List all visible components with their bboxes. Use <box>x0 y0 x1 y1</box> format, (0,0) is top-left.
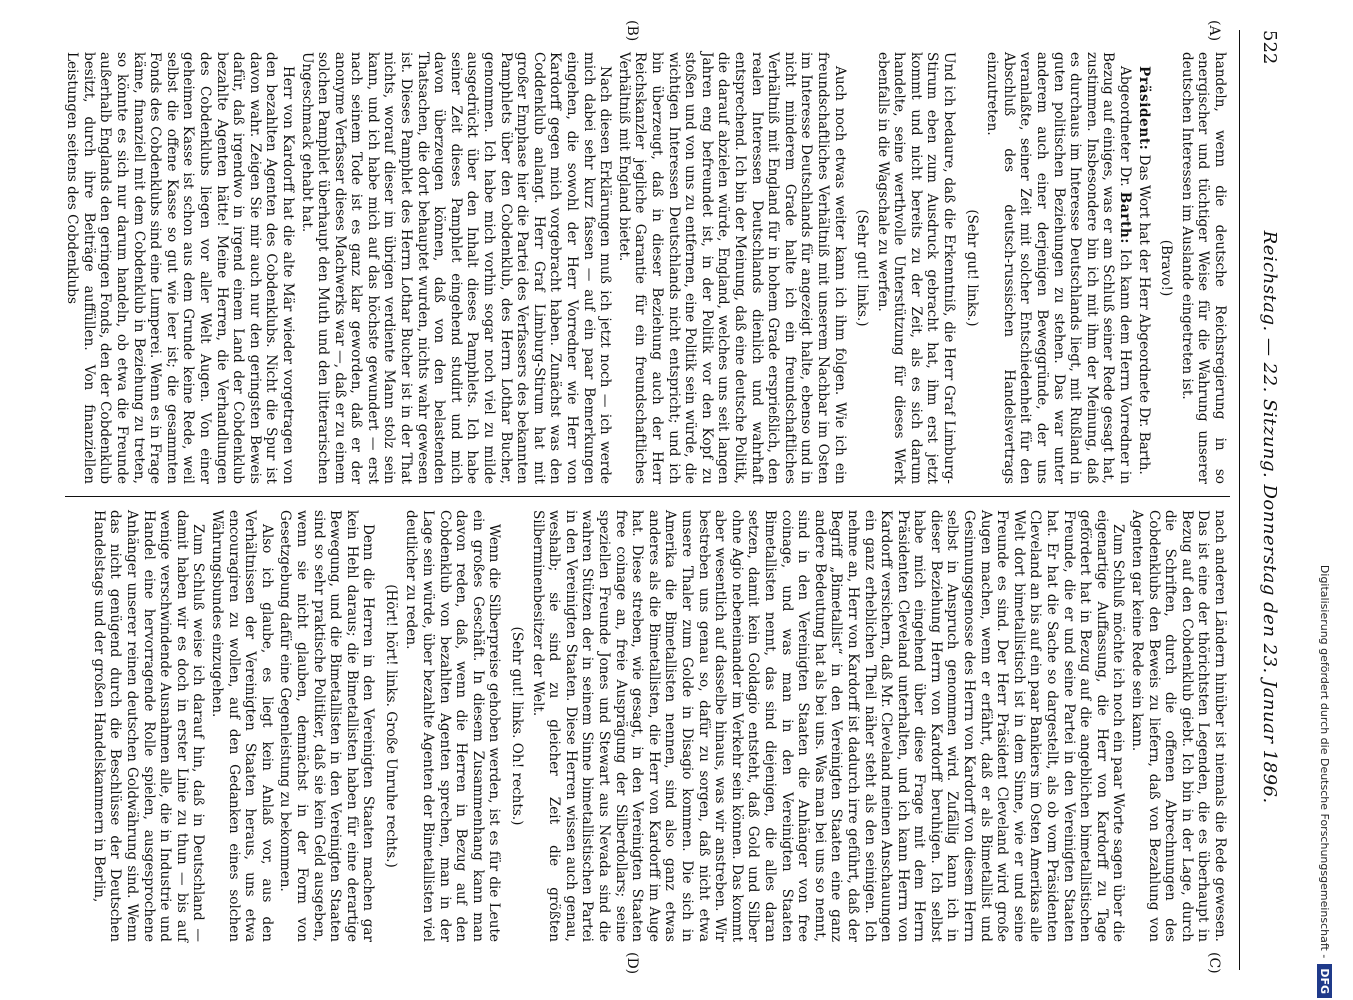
body-paragraph: Herr von Kardorff hat die alte Mär wieder vorgetragen von den bezahlten Agenten des Cobdenklubs. Nicht die Spur ist davon wahr. Zeigen Sie mir auch nur den geringsten Beweis dafür, daß irgendwo in irgend einem Land der Cobdenklub bezahlte Agenten hätte! Meine Herren, die Verhandlungen des Cobdenklubs liegen vor aller Welt Augen. Von einer geheimen Kasse ist schon aus dem Grunde keine Rede, weil selbst die offene Kasse so gut wie leer ist; die gesammten Fonds des Cobdenklubs sind eine Lumperei. Wenn es in Frage käme, finanziell mit dem Cobdenklub in Beziehung zu treten, so könnte es sich nur darum handeln, ob etwa die Freunde außerhalb Englands den geringen Fonds, den der Cobdenklub besitzt, durch ihre Beiträge auffüllen. Von finanziellen Leistungen seitens des Cobdenklubs <box>64 52 296 484</box>
margin-mark-c: (C) <box>1206 952 1222 974</box>
running-head <box>1244 30 1280 970</box>
left-column <box>64 52 1228 485</box>
speech-paragraph <box>984 52 1133 484</box>
digitization-text: Digitalisierung gefördert durch die Deutsche Forschungsgemeinschaft - <box>1318 564 1332 959</box>
interjection: (Bravo!) <box>1158 239 1175 297</box>
margin-mark-d: (D) <box>624 952 640 975</box>
speech-text: Ich kann dem Herrn Vorredner in Bezug auf einiges, was er am Schluß seiner Rede gesagt hat, zustimmen. Insbesondere bin ich mit ihm der Meinung, daß es durchaus im Interesse Deutschlands liegt, mit Rußland in guten politischen Beziehungen zu stehen. Das war unter anderem auch einer derjenigen Beweggründe, der uns veranlaßte, seiner Zeit mit solcher Entschiedenheit für den Abschluß des deutsch-russischen Handelsvertrags einzutreten. <box>984 52 1134 485</box>
margin-mark-a: (A) <box>1206 20 1222 42</box>
interjection: (Sehr gut! links.) <box>854 209 871 327</box>
interjection: (Sehr gut! links.) <box>963 209 980 327</box>
page-number: 522 <box>1259 30 1280 65</box>
dfg-logo: DFG <box>1318 964 1333 998</box>
interjection: (Sehr gut! links. Oh! rechts.) <box>509 626 526 826</box>
body-paragraph: Auch noch etwas weiter kann ich ihm folgen. Wie ich ein freundschaftliches Verhältniß mit unserem Nachbar im Osten im Interesse Deutschlands für angezeigt halte, ebenso und in nicht minderem Grade halte ich ein freundschaftliches Verhältniß mit England für in hohem Grade ersprießlich, den realen Interessen Deutschlands dienlich und wahrhaft entsprechend. Ich bin der Meinung, daß eine deutsche Politik, die darauf abzielen würde, England, welches uns seit langen Jahren eng befreundet ist, in der Politik vor den Kopf zu stoßen und von uns zu entfernen, eine Politik sein würde, die wichtigen Interessen Deutschlands nicht entspricht; und ich bin überzeugt, daß in dieser Beziehung auch der Herr Reichskanzler jegliche Garantie für ein freundschaftliches Verhältniß mit England bietet. <box>615 52 848 484</box>
body-paragraph: Zum Schluß möchte ich noch ein paar Worte sagen über die eigenartige Auffassung, die Herr von Kardorff zu Tage gefördert hat in Bezug auf die angeblichen bimetallistischen Freunde, die er und seine Partei in den Vereinigten Staaten hat. Er hat die Sache so dargestellt, als ob vom Präsidenten Cleveland an bis auf ein paar Bankiers im Osten Amerikas alle Welt dort bimetallistisch ist in dem Sinne, wie er und seine Freunde es sind. Der Herr Präsident Cleveland wird große Augen machen, wenn er erfährt, daß er als Bimetallist und Gesinnungsgenosse des Herrn von Kardorff von diesem Herrn selbst in Anspruch genommen wird. Zufällig kann ich in dieser Beziehung Herrn von Kardorff beruhigen. Ich selbst habe mich eingehend über diese Frage mit dem Herrn Präsidenten Cleveland unterhalten, und ich kann Herrn von Kardorff versichern, daß Mr. Cleveland meinen Anschauungen ein ganz erheblichen Theil näher steht als den seinigen. Ich nehme an, Herr von Kardorff ist dadurch irre geführt, daß der Begriff „Bimetallist“ in den Vereinigten Staaten eine ganz andere Bedeutung hat als bei uns. Was man bei uns so nennt, sind in den Vereinigten Staaten die Anhänger von free coinage, und was man in den Vereinigten Staaten Bimetallisten nennt, das sind diejenigen, die alles daran setzen, damit kein Goldagio entsteht, daß Gold und Silber ohne Agio nebeneinander im Verkehr sein können. Das kommt aber wesentlich auf dasselbe hinaus, was wir anstreben. Wir bestreben uns genau so, dafür zu sorgen, daß nicht etwa unsere Thaler zum Golde in Disagio kommen. Die sich in Amerika die Bimetallisten nennen, sind also ganz etwas anderes als die Bimetallisten, die Herr von Kardorff im Auge hat. Diese streben, wie gesagt, in den Vereinigten Staaten free coinage an, freie Ausprägung der Silberdollars; seine speziellen Freunde Jones und Stewart aus Nevada sind die wahren Stützen der in seinem Sinne bimetallistischen Partei in den Vereinigten Staaten. Diese Herren wissen auch genau, weshalb; sie sind zu gleicher Zeit die größten Silberminenbesitzer der Welt. <box>529 510 1127 942</box>
body-paragraph: Wenn die Silberpreise gehoben werden, ist es für die Leute ein großes Geschäft. In diesem Zusammenhang kann man davon reden, daß, wenn die Herren in Bezug auf den Cobdenklub von bezahlten Agenten sprechen, man in der Lage sein würde, über bezahlte Agenten der Bimetallisten viel deutlicher zu reden. <box>403 510 503 942</box>
speaker-name: Barth: <box>1117 191 1134 245</box>
body-paragraph: Denn die Herren in den Vereinigten Staaten machen gar kein Hehl daraus; die Bimetallisten haben für eine derartige Bewegung, und die Bimetallisten in den Vereinigten Staaten sind so sehr praktische Politiker, daß sie kein Geld ausgeben, wenn sie nicht glauben, demnächst in der Form von Gesetzgebung dafür eine Gegenleistung zu bekommen. <box>277 510 377 942</box>
speech-text: Das Wort hat der Herr Abgeordnete Dr. Barth. <box>1135 154 1152 475</box>
speaker-name: Präsident: <box>1135 66 1152 151</box>
digitization-note <box>1305 8 1345 998</box>
body-paragraph: Und ich bedaure, daß die Erkenntniß, die Herr Graf Limburg-Stirum eben zum Ausdruck gebracht hat, ihm erst jetzt kommt und nicht bereits zu der Zeit, als es sich darum handelte, seine werthvolle Unterstützung für dieses Werk ebenfalls in die Wagschale zu werfen. <box>874 52 958 484</box>
margin-mark-b: (B) <box>624 20 640 42</box>
right-column <box>68 510 1228 942</box>
body-paragraph: Zum Schluß weise ich darauf hin, daß in Deutschland — damit haben wir es doch in erster Linie zu thun — bis auf wenige verschwindende Ausnahmen alle, die in Industrie und Handel eine hervorragende Rolle spielen, ausgesprochene Anhänger unserer reinen deutschen Goldwährung sind. Wenn das nicht genügend durch die Beschlüsse der Deutschen Handelstags und der großen Handelskammern in Berlin, <box>90 510 207 942</box>
body-paragraph: Nach diesen Erklärungen muß ich jetzt noch — ich werde mich dabei sehr kurz fassen — auf ein paar Bemerkungen eingehen, die sowohl der Herr Vorredner wie Herr von Kardorff gegen mich vorgebracht haben. Zunächst was den Coddenklub anlangt. Herr Graf Limburg-Stirum hat mit großer Emphase hier die Partei des Verfassers des bekannten Pamphlets über den Cobdenklub, des Herrn Lothar Bucher, genommen. Ich habe mich vorhin sogar noch viel zu milde ausgedrückt über den Inhalt dieses Pamphlets. Ich habe seiner Zeit dieses Pamphlet eingehend studirt und mich davon überzeugen können, daß von den belastenden Thatsachen, die dort behauptet wurden, nichts wahr gewesen ist. Dieses Pamphlet des Herrn Lothar Bucher ist in der That nichts, worauf dieser im übrigen verdiente Mann stolz sein kann, und ich habe mich auf das höchste gewundert — erst nach seinem Tode ist es ganz klar geworden, daß er der anonyme Verfasser dieses Machwerks war —, daß er zu einem solchen Pamphlet überhaupt den Muth und den litterarischen Ungeschmack gehabt hat. <box>298 52 614 484</box>
interjection: (Hört! hört! links. Große Unruhe rechts.) <box>382 584 399 868</box>
running-title: Reichstag. — 22. Sitzung. Donnerstag den 23. Januar 1896. <box>1259 230 1280 804</box>
body-paragraph: handeln, wenn die deutsche Reichsregierung in so energischer und tüchtiger Weise für die Wahrung unserer deutschen Interessen im Auslande eingetreten ist. <box>1178 52 1228 484</box>
speech-paragraph <box>1135 52 1152 484</box>
body-paragraph: Also ich glaube, es liegt kein Anlaß vor, aus den Verhältnissen der Vereinigten Staaten heraus, uns etwa encouragiren zu wollen, auf den Gedanken eines solchen Währungsbundes einzugehen. <box>208 510 275 942</box>
body-paragraph: nach anderen Ländern hinüber ist niemals die Rede gewesen. Das ist eine der thörichtsten Legenden, die es überhaupt in Bezug auf den Cobdenklub giebt. Ich bin in der Lage, durch die Schriften, durch die offenen Abrechnungen des Cobdenklubs den Beweis zu liefern, daß von Bezahlung von Agenten gar keine Rede sein kann. <box>1129 510 1228 942</box>
header-rule <box>1239 30 1240 970</box>
column-rule <box>65 496 1230 497</box>
speaker-title: Abgeordneter Dr. <box>1117 66 1134 187</box>
